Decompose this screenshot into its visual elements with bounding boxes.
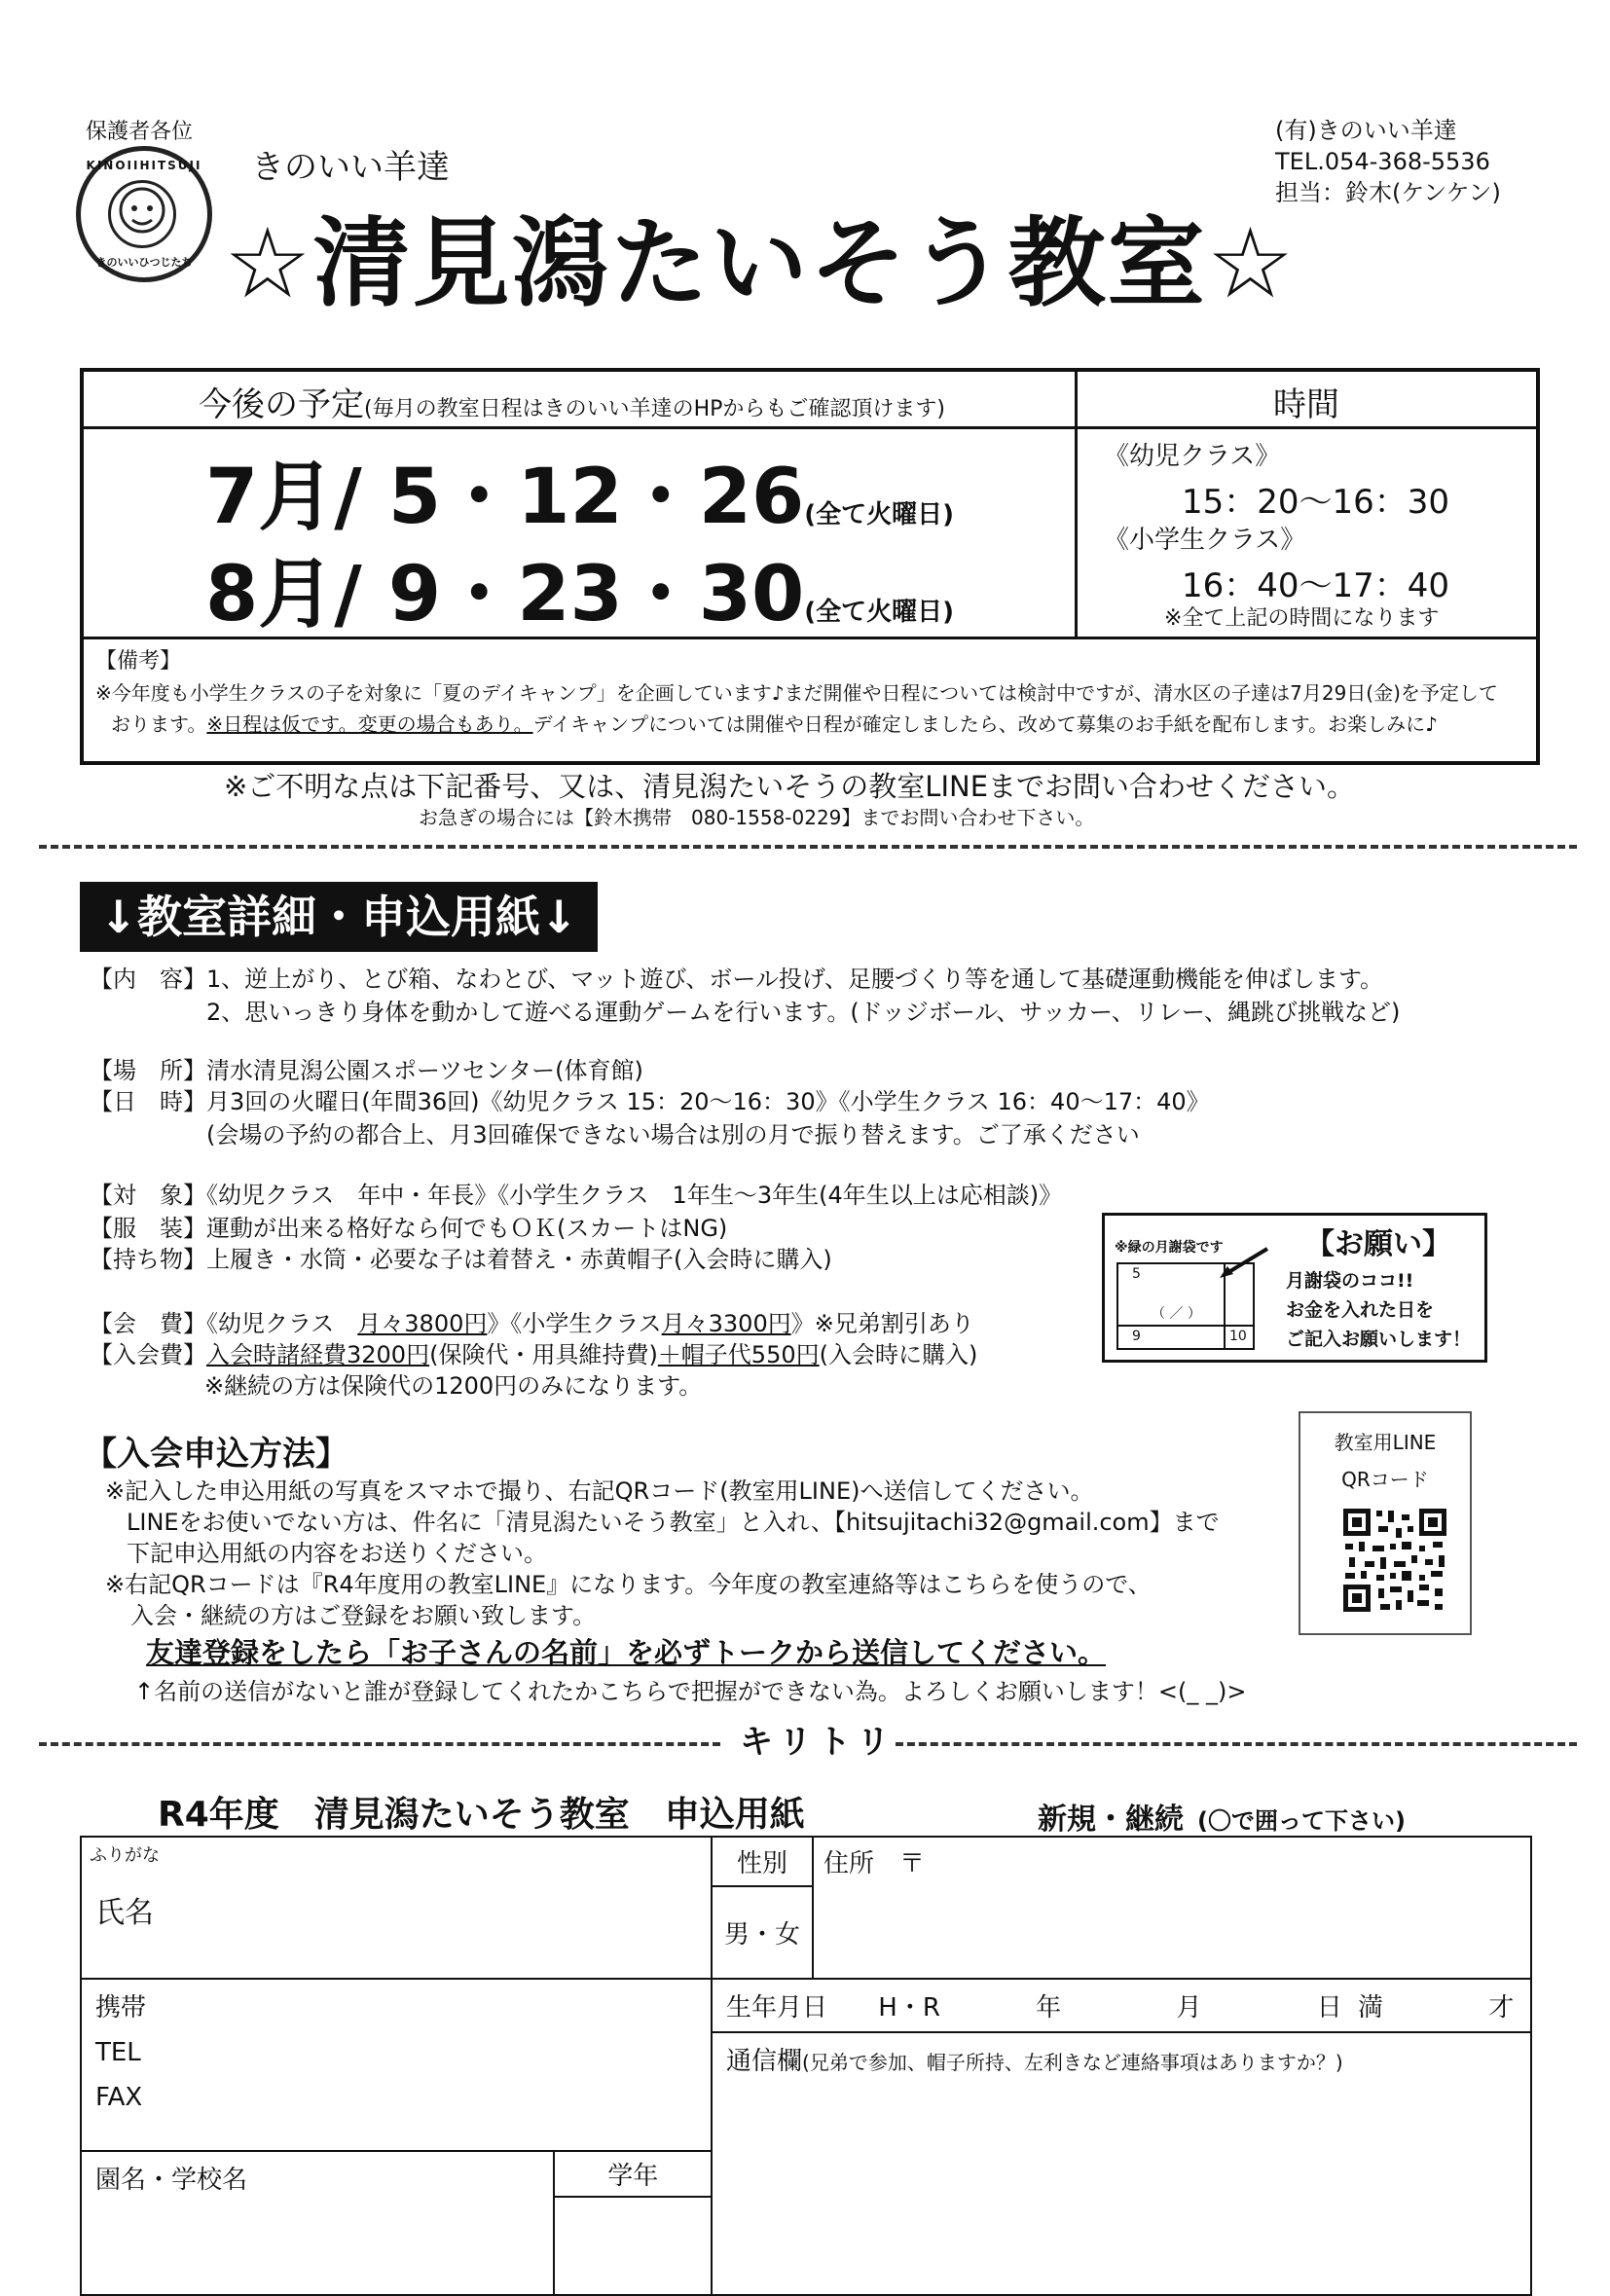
datetime-text: 月3回の火曜日(年間36回)《幼児クラス 15：20～16：30》《小学生クラス 16：40～17：40》 (206, 1088, 1210, 1115)
envelope-cell-10: 10 (1229, 1329, 1247, 1344)
datetime-note: (会場の予約の都合上、月3回確保できない場合は別の月で振り替えます。ご了承ください (206, 1121, 1140, 1148)
birthdate-cell[interactable] (712, 1979, 1531, 2032)
class-infant-time: 15：20～16：30 (1182, 483, 1450, 522)
qr-label: 教室用LINE (1334, 1431, 1437, 1454)
time-note: ※全て上記の時間になります (1164, 606, 1440, 631)
birthdate-day: 日 (1316, 1993, 1342, 2023)
school-cell[interactable] (81, 2151, 554, 2295)
cut-label: キリトリ (740, 1723, 896, 1762)
clothes-row (90, 1209, 727, 1243)
schedule-heading: 今後の予定 (199, 385, 364, 424)
envelope-sample-label: ※緑の月謝袋です (1115, 1240, 1224, 1256)
fee-row (90, 1304, 974, 1338)
apply-line-6: ↑名前の送信がないと誰が登録してくれたかこちらで把握ができない為。よろしくお願いします！<(_ _)> (134, 1678, 1247, 1705)
line-qr-code[interactable] (1341, 1507, 1448, 1614)
datetime-row (90, 1082, 1210, 1116)
gender-label: 性別 (713, 1838, 812, 1887)
contact-person: 担当：鈴木(ケンケン) (1275, 179, 1501, 206)
fee-elementary: 月々3300円 (661, 1310, 791, 1337)
weekday-note: (全て火曜日) (804, 500, 955, 529)
hat-fee-amount: ＋帽子代550円 (657, 1341, 820, 1368)
birthdate-row (713, 1980, 1530, 2031)
birthdate-year: 年 (1036, 1993, 1062, 2023)
clothes-label: 【服 装】 (90, 1215, 206, 1242)
communication-label: 通信欄 (726, 2047, 803, 2076)
payment-envelope-request-box (1102, 1213, 1487, 1363)
join-fee-label: 【入会費】 (90, 1341, 206, 1368)
arrow-icon (1214, 1245, 1272, 1288)
items-row (90, 1240, 832, 1274)
sheep-face-icon (108, 180, 176, 248)
target-text: 《幼児クラス 年中・年長》《小学生クラス 1年生～3年生(4年生以上は応相談)》 (206, 1182, 1063, 1209)
schedule-column-divider (1075, 372, 1078, 637)
name-cell[interactable] (81, 1837, 712, 1979)
remarks-line-2 (111, 709, 1438, 737)
age-prefix: 満 (1358, 1993, 1384, 2023)
birthdate-era[interactable]: H・R (878, 1993, 940, 2023)
continuing-fee-note: ※継続の方は保険代の1200円のみになります。 (204, 1372, 703, 1400)
mobile-label: 携帯 (95, 1993, 147, 2023)
communication-note: (兄弟で参加、帽子所持、左利きなど連絡事項はありますか？) (802, 2051, 1343, 2074)
fee-text: 》※兄弟割引あり (790, 1310, 974, 1337)
request-line: 月謝袋のココ!! (1286, 1270, 1414, 1292)
inquiry-note: ※ご不明な点は下記番号、又は、清見潟たいそうの教室LINEまでお問い合わせください。 (224, 770, 1356, 803)
communication-row (713, 2033, 1530, 2085)
grade-label: 学年 (555, 2152, 711, 2198)
tel-label: TEL (95, 2038, 141, 2067)
apply-heading: 【入会申込方法】 (84, 1435, 348, 1474)
envelope-date-slot: （ ／ ） (1152, 1306, 1201, 1322)
apply-line-1: ※記入した申込用紙の写真をスマホで撮り、右記QRコード(教室用LINE)へ送信してください。 (105, 1477, 1094, 1505)
request-text (1286, 1266, 1471, 1354)
place-label: 【場 所】 (90, 1057, 206, 1084)
remarks-line-1: ※今年度も小学生クラスの子を対象に「夏のデイキャンプ」を企画しています♪まだ開催や日程については検討中ですが、清水区の子達は7月29日(金)を予定して (95, 681, 1498, 705)
schedule-heading-row (199, 378, 945, 425)
fee-text: 》《小学生クラス (487, 1310, 662, 1337)
fee-text: 《幼児クラス (206, 1310, 358, 1337)
clothes-text: 運動が出来る格好なら何でもＯＫ(スカートはNG) (206, 1215, 728, 1242)
join-fee-text: (保険代・用具維持費) (429, 1341, 658, 1368)
request-title: 【お願い】 (1305, 1227, 1451, 1261)
logo-text-top: KINOIIHITSUJI (86, 159, 202, 172)
gender-options[interactable]: 男・女 (723, 1920, 800, 1950)
content-text: 1、逆上がり、とび箱、なわとび、マット遊び、ボール投げ、足腰づくり等を通して基礎運動機能を伸ばします。 (206, 966, 1384, 993)
school-label: 園名・学校名 (95, 2166, 248, 2195)
apply-line-5: 入会・継続の方はご登録をお願い致します。 (130, 1602, 597, 1629)
place-row (90, 1051, 643, 1085)
company-tel: TEL.054-368-5536 (1275, 148, 1490, 175)
gender-cell[interactable] (712, 1837, 813, 1979)
schedule-box (80, 368, 1540, 765)
place-text: 清水清見潟公園スポーツセンター(体育館) (206, 1057, 643, 1084)
join-fee-amount: 入会時諸経費3200円 (206, 1341, 430, 1368)
organization-name: きのいい羊達 (251, 148, 450, 187)
class-infant-label: 《幼児クラス》 (1104, 442, 1281, 471)
birthdate-month: 月 (1176, 1993, 1202, 2023)
target-row (90, 1176, 1062, 1210)
fee-infant: 月々3800円 (357, 1310, 488, 1337)
urgent-contact-note: お急ぎの場合には【鈴木携帯 080-1558-0229】までお問い合わせ下さい。 (419, 806, 1095, 829)
phone-cell[interactable] (81, 1979, 712, 2151)
apply-emphasis: 友達登録をしたら「お子さんの名前」を必ずトークから送信してください。 (146, 1636, 1107, 1669)
cut-line-right (896, 1742, 1577, 1746)
content-row-1 (90, 960, 1383, 994)
contact-block (1275, 115, 1501, 208)
class-elementary-time: 16：40～17：40 (1182, 566, 1450, 605)
envelope-cell-5: 5 (1132, 1266, 1141, 1282)
items-label: 【持ち物】 (90, 1246, 206, 1273)
datetime-label: 【日 時】 (90, 1088, 206, 1115)
target-label: 【対 象】 (90, 1182, 206, 1209)
cut-line-left (39, 1742, 720, 1746)
content-row-2: 2、思いっきり身体を動かして遊べる運動ゲームを行います。(ドッジボール、サッカー、リレー、縄跳び挑戦など) (206, 999, 1401, 1026)
addressee: 保護者各位 (86, 120, 194, 144)
schedule-row-august (205, 533, 954, 642)
remarks-text: おります。 (111, 712, 207, 736)
schedule-date: 8月/ 9・23・30 (205, 551, 805, 638)
communication-cell[interactable] (712, 2032, 1531, 2295)
company-name: (有)きのいい羊達 (1275, 117, 1457, 144)
request-line: ご記入お願いします！ (1286, 1329, 1472, 1350)
apply-line-4: ※右記QRコードは『R4年度用の教室LINE』になります。今年度の教室連絡等はこちらを使うので、 (105, 1571, 1152, 1598)
class-elementary-label: 《小学生クラス》 (1104, 526, 1306, 555)
details-banner: ↓教室詳細・申込用紙↓ (80, 882, 598, 952)
join-fee-row (90, 1335, 977, 1369)
items-text: 上履き・水筒・必要な子は着替え・赤黄帽子(入会時に購入) (206, 1246, 832, 1273)
address-cell[interactable] (813, 1837, 1531, 1979)
address-label: 住所 〒 (823, 1849, 925, 1878)
request-line: お金を入れた日を (1286, 1299, 1435, 1321)
birthdate-label: 生年月日 (726, 1993, 828, 2023)
qr-sublabel: QRコード (1341, 1468, 1429, 1491)
remarks-label: 【備考】 (95, 649, 182, 674)
apply-line-2: LINEをお使いでない方は、件名に「清見潟たいそう教室」と入れ、【hitsujitachi32@gmail.com】まで (127, 1509, 1220, 1536)
age-label: 才 (1488, 1993, 1515, 2023)
form-type-options[interactable]: 新規・継続 (1038, 1803, 1184, 1837)
join-fee-text: (入会時に購入) (819, 1341, 978, 1368)
fee-label: 【会 費】 (90, 1310, 206, 1337)
grade-cell[interactable] (554, 2151, 712, 2295)
application-form-table (80, 1836, 1532, 2296)
envelope-row-line (1118, 1325, 1253, 1327)
line-qr-box (1299, 1411, 1472, 1635)
logo-text-bottom: きのいいひつじたち (95, 256, 193, 269)
fax-label: FAX (95, 2083, 143, 2112)
apply-line-3: 下記申込用紙の内容をお送りください。 (127, 1540, 547, 1567)
remarks-tentative-note: ※日程は仮です。変更の場合もあり。 (206, 712, 533, 736)
form-title: R4年度 清見潟たいそう教室 申込用紙 (158, 1795, 805, 1835)
schedule-heading-note: (毎月の教室日程はきのいい羊達のHPからもご確認頂けます) (364, 397, 945, 421)
divider-dashed (39, 845, 1577, 849)
weekday-note: (全て火曜日) (804, 598, 955, 627)
page-title: ☆清見潟たいそう教室☆ (224, 206, 1297, 320)
content-label: 【内 容】 (90, 966, 206, 993)
schedule-row-july (205, 436, 954, 545)
time-heading: 時間 (1273, 385, 1339, 424)
schedule-date: 7月/ 5・12・26 (205, 454, 805, 541)
form-type (1038, 1795, 1406, 1838)
form-type-note: (〇で囲って下さい) (1197, 1807, 1406, 1835)
remarks-text: デイキャンプについては開催や日程が確定しましたら、改めて募集のお手紙を配布します。お楽しみに♪ (532, 712, 1438, 736)
furigana-label: ふりがな (90, 1845, 160, 1866)
schedule-header-divider (84, 426, 1536, 429)
name-label: 氏名 (95, 1896, 154, 1930)
envelope-cell-9: 9 (1132, 1329, 1141, 1344)
organization-logo (76, 146, 212, 282)
